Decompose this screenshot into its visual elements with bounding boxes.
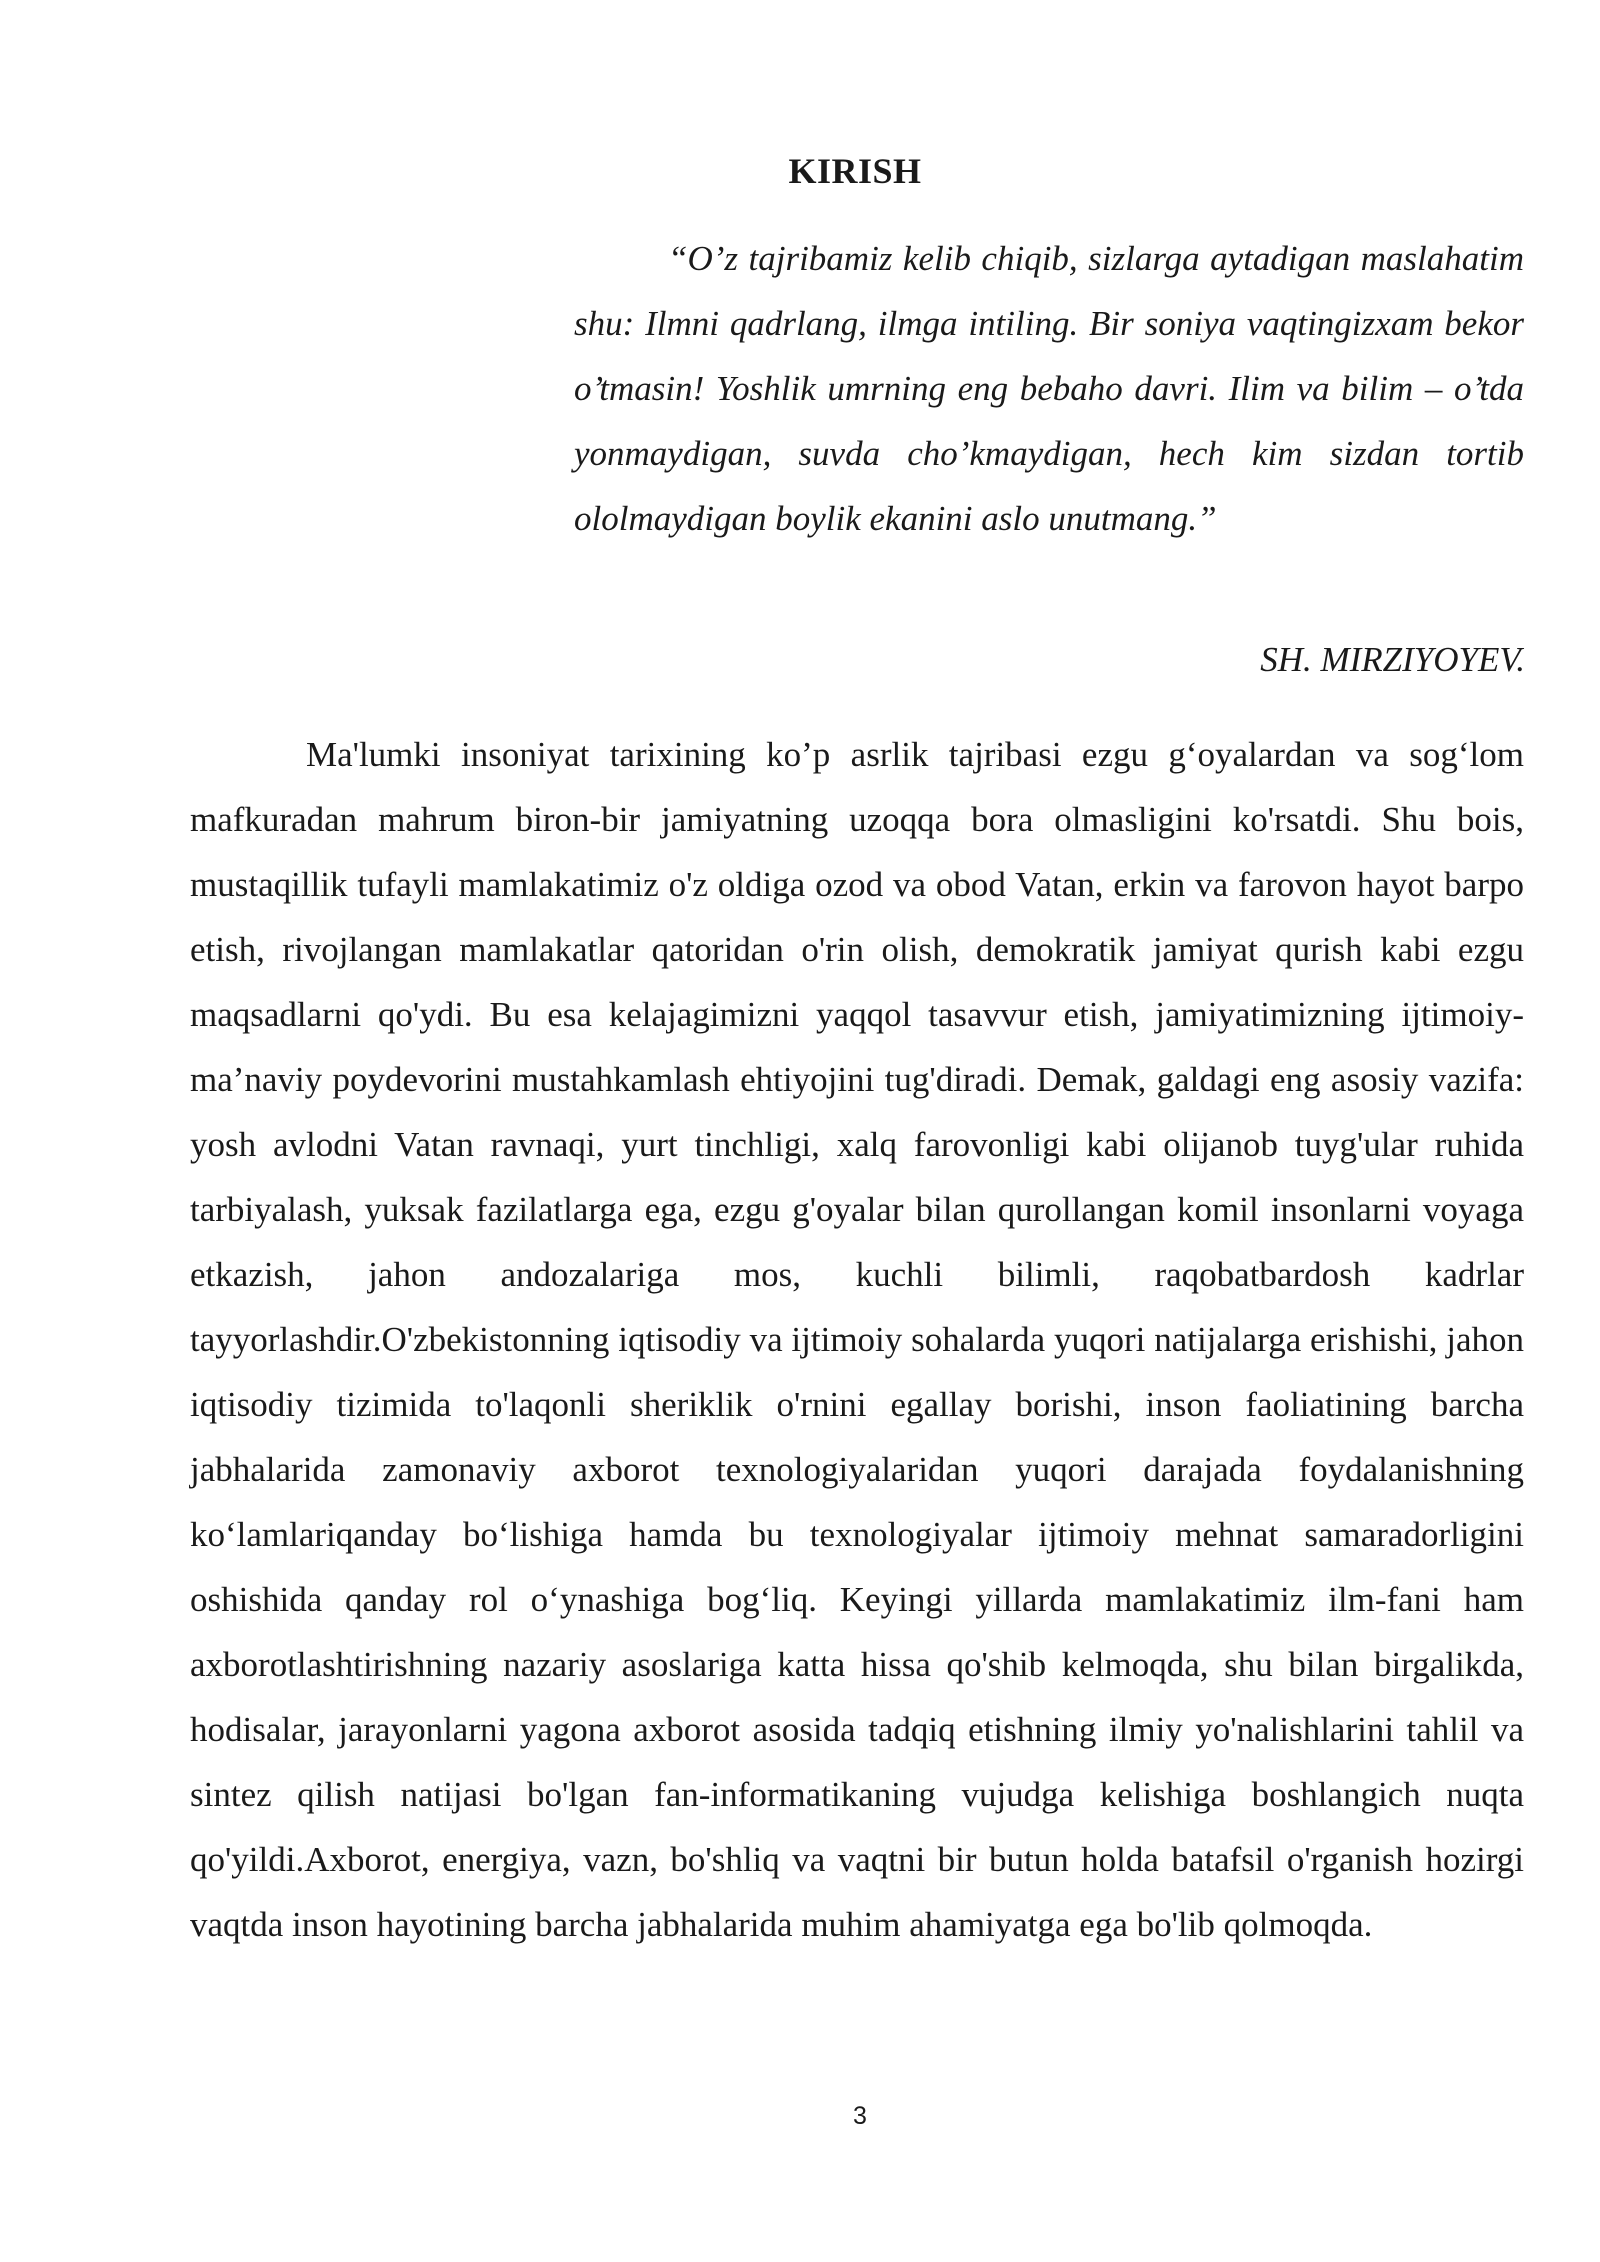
epigraph-author: SH. MIRZIYOYEV. xyxy=(1260,640,1525,679)
page-number: 3 xyxy=(853,2102,867,2130)
epigraph-quote: “O’z tajribamiz kelib chiqib, sizlarga aytadigan maslahatim shu: Ilmni qadrlang, ilmga intiling. Bir soniya vaqtingizxam bekor o’tmasin! Yoshlik umrning eng bebaho davri. Ilim va bilim – o’tda yonmaydigan, suvda cho’kmaydigan, hech kim sizdan tortib ololmaydigan boylik ekanini aslo unutmang.” xyxy=(574,239,1524,538)
body-paragraph: Ma'lumki insoniyat tarixining ko’p asrlik tajribasi ezgu g‘oyalardan va sog‘lom mafkuradan mahrum biron-bir jamiyatning uzoqqa bora olmasligini ko'rsatdi. Shu bois, mustaqillik tufayli mamlakatimiz o'z oldiga ozod va obod Vatan, erkin va farovon hayot barpo etish, rivojlangan mamlakatlar qatoridan o'rin olish, demokratik jamiyat qurish kabi ezgu maqsadlarni qo'ydi. Bu esa kelajagimizni yaqqol tasavvur etish, jamiyatimizning ijtimoiy-ma’naviy poydevorini mustahkamlash ehtiyojini tug'diradi. Demak, galdagi eng asosiy vazifa: yosh avlodni Vatan ravnaqi, yurt tinchligi, xalq farovonligi kabi olijanob tuyg'ular ruhida tarbiyalash, yuksak fazilatlarga ega, ezgu g'oyalar bilan qurollangan komil insonlarni voyaga etkazish, jahon andozalariga mos, kuchli bilimli, raqobatbardosh kadrlar tayyorlashdir.O'zbekistonning iqtisodiy va ijtimoiy sohalarda yuqori natijalarga erishishi, jahon iqtisodiy tizimida to'laqonli sheriklik o'rnini egallay borishi, inson faoliatining barcha jabhalarida zamonaviy axborot texnologiyalaridan yuqori darajada foydalanishning ko‘lamlariqanday bo‘lishiga hamda bu texnologiyalar ijtimoiy mehnat samaradorligini oshishida qanday rol o‘ynashiga bog‘liq. Keyingi yillarda mamlakatimiz ilm-fani ham axborotlashtirishning nazariy asoslariga katta hissa qo'shib kelmoqda, shu bilan birgalikda, hodisalar, jarayonlarni yagona axborot asosida tadqiq etishning ilmiy yo'nalishlarini tahlil va sintez qilish natijasi bo'lgan fan-informatikaning vujudga kelishiga boshlangich nuqta qo'yildi.Axborot, energiya, vazn, bo'shliq va vaqtni bir butun holda batafsil o'rganish hozirgi vaqtda inson hayotining barcha jabhalarida muhim ahamiyatga ega bo'lib qolmoqda. xyxy=(190,735,1524,1944)
section-heading: KIRISH xyxy=(788,151,922,191)
